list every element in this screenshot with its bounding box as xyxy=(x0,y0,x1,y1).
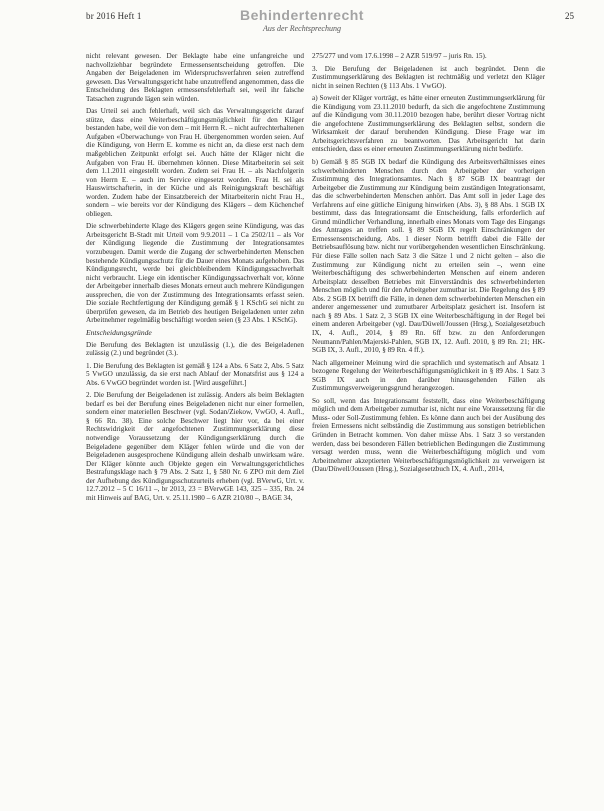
paragraph: 1. Die Berufung des Beklagten ist gemäß § 124 a Abs. 6 Satz 2, Abs. 5 Satz 5 VwGO unzulässig, da sie erst nach Ablauf der Monatsfrist aus § 124 a Abs. 6 VwGO begründet worden ist. [Wird ausgeführt.] xyxy=(86,361,304,387)
paragraph: Das Urteil sei auch fehlerhaft, weil sich das Verwaltungsgericht darauf stütze, dass eine Weiterbeschäftigungsmöglichkeit für den Kläger bestanden habe, weil die von dem – mit Herrn R. – nicht aufrechterhaltenen Aufgaben «Überwachung» von Frau H. übergenommen worden seien. Auf die Kündigung, von Herrn E. komme es nicht an, da diese erst nach dem maßgeblichen Zeitpunkt erfolgt sei. Auch hätte der Kläger nicht die Aufgaben von Frau H. übernehmen können. Diese Mitarbeiterin sei seit dem 1.1.2011 eingestellt worden. Zudem sei Frau H. – als Nachfolgerin von Herrn E. – auch im Service eingesetzt worden. Frau H. sei als Hauswirtschafterin, in der Küche und als Reinigungskraft beschäftigt worden. Zudem habe der Einsatzbereich der Mitarbeiterin nicht Frau H., sondern – wie bereits vor der Kündigung des Klägers – dem Küchenchef obliegen. xyxy=(86,107,304,218)
paragraph: So soll, wenn das Integrationsamt feststellt, dass eine Weiterbeschäftigung möglich und dem Arbeitgeber zumutbar ist, nicht nur eine Voraussetzung für die Muss- oder Soll-Zustimmung fehlen. Es könne dann auch bei der Ausübung des freien Ermessens nicht selbständig die Zustimmung aus sonstigen betrieblichen Gründen in Betracht kommen. Von daher müsse Abs. 1 Satz 3 so verstanden werden, dass bei besonderen Fällen betrieblichen Bedingungen die Zustimmung versagt werden muss, wenn die Weiterbeschäftigung möglich und vom Arbeitnehmer akzeptierten Weiterbeschäftigungsmöglichkeit zu verweigern ist (Dau/Düwell/Joussen (Hrsg.), Sozialgesetzbuch IX, 4. Aufl., 2014, xyxy=(312,396,545,474)
paragraph: 2. Die Berufung der Beigeladenen ist zulässig. Anders als beim Beklagten bedarf es bei der Berufung eines Beigeladenen nicht nur einer formellen, sondern einer materiellen Beschwer (vgl. Sodan/Ziekow, VwGO, 4. Aufl., § 66 Rn. 38). Eine solche Beschwer liegt hier vor, da bei einer Rechtswidrigkeit der angefochtenen Zustimmungserklärung diese notwendige Voraussetzung der Kündigungserklärung durch die Beigeladene gegenüber dem Kläger fehlen würde und die von der Beigeladenen ausgesprochene Kündigung allein deshalb unwirksam wäre. Der Kläger könnte auch Objekte gegen ein Verwaltungsgerichtliches Bestrafungsklage nach § 79 Abs. 2 Satz 1, § 580 Nr. 6 ZPO mit dem Ziel der Aufhebung des Kündigungsschutzurteils erheben (vgl. BVerwG, Urt. v. 12.7.2012 – 5 C 16/11 –, br 2013, 23 = BVerwGE 143, 325 – 335, Rn. 24 mit Hinweis auf BAG, Urt. v. 25.11.1980 – 6 AZR 210/80 –, BAGE 34, xyxy=(86,391,304,502)
paragraph: Die Berufung des Beklagten ist unzulässig (1.), die des Beigeladenen zulässig (2.) und begründet (3.). xyxy=(86,340,304,358)
journal-title: Behindertenrecht xyxy=(240,7,364,23)
section-heading: Entscheidungsgründe xyxy=(86,327,152,337)
paragraph: 3. Die Berufung der Beigeladenen ist auch begründet. Denn die Zustimmungserklärung des Beklagten ist rechtmäßig und verletzt den Kläger nicht in seinen Rechten (§ 113 Abs. 1 VwGO). xyxy=(312,64,545,90)
page-header xyxy=(0,0,604,54)
paragraph: a) Soweit der Kläger vorträgt, es hätte einer erneuten Zustimmungserklärung für die Kündigung vom 23.11.2010 bedurft, da sich die angefochtene Zustimmung auf die Kündigung vom 30.11.2010 bezogen habe, berührt dieser Vortrag nicht die angefochtene Zustimmungserklärung des Beklagten selbst, sondern die Wirksamkeit der darauf beruhenden Kündigung. Diese Frage war im Arbeitsgerichtsverfahren zu beantworten. Das Arbeitsgericht hat darin entschieden, dass es einer erneuten Zustimmungserklärung nicht bedürfe. xyxy=(312,94,545,154)
paragraph: Die schwerbehinderte Klage des Klägers gegen seine Kündigung, was das Arbeitsgericht B-Stadt mit Urteil vom 9.9.2011 – 1 Ca 2502/11 – als Vor der Kündigung liegende die Zustimmung der Integrationsamtes vorzubeugen. Damit werde die Zugang der schwerbehinderten Menschen bestehende Kündigungsschutz für die Dauer eines Monats aufgehoben. Das Kündigungsrecht, werde bei gleichbleibendem Kündigungssachverhalt nicht verbraucht. Liege ein identischer Kündigungssachverhalt vor, könne der Arbeitgeber innerhalb dieses Monats erneut auch mehrere Kündigungen aussprechen, die von der Zustimmung des Integrationsamts erfasst seien. Die soziale Rechtfertigung der Kündigung gemäß § 1 KSchG sei nicht zu überprüfen gewesen, da im Betrieb des heutigen Beigeladenen unter zehn Arbeitnehmer regelmäßig beschäftigt worden seien (§ 23 Abs. 1 KSchG). xyxy=(86,222,304,325)
paragraph: nicht relevant gewesen. Der Beklagte habe eine unfangreiche und nachvollziehbar begründete Ermessensentscheidung getroffen. Die Angaben der Beigeladenen im Widerspruchsverfahren seien zutreffend gewesen. Das Verwaltungsgericht habe unzutreffend angenommen, dass die Entscheidung des Beklagten ermessensfehlerhaft sei, weil ihr falsche Tatsachen zugrunde lägen sein würden. xyxy=(86,52,304,103)
issue-label: br 2016 Heft 1 xyxy=(86,11,142,21)
right-column xyxy=(312,52,545,478)
paragraph: b) Gemäß § 85 SGB IX bedarf die Kündigung des Arbeitsverhältnisses eines schwerbehinderten Menschen durch den Arbeitgeber der vorherigen Zustimmung des Integrationsamtes. Nach § 87 SGB IX beantragt der Arbeitgeber die Zustimmung zur Kündigung beim zuständigen Integrationsamt, das die schwerbehinderten Menschen anhört. Das Amt soll in jeder Lage des Verfahrens auf eine gütliche Einigung hinwirken (Abs. 3), § 88 Abs. 1 SGB IX bestimmt, dass das Integrationsamt die Entscheidung, falls erforderlich auf Grund mündlicher Verhandlung, innerhalb eines Monats vom Tage des Eingangs des Antrages an treffen soll. § 89 SGB IX regelt Einschränkungen der Ermessensentscheidung. Abs. 1 dieser Norm betrifft dabei die Fälle der Betriebsauflösung bzw. nicht nur vorübergehenden wesentlichen Einschränkung. Für diese Fälle sollen nach Satz 3 die Sätze 1 und 2 nicht gelten – also die Zustimmung zur Kündigung nicht zu erteilen sein –, wenn eine Weiterbeschäftigung des schwerbehinderten Menschen auf einem anderen Arbeitsplatz desselben Betriebes mit Einverständnis des schwerbehinderten Menschen möglich und für den Arbeitgeber zumutbar ist. Die Regelung des § 89 Abs. 2 SGB IX betrifft die Fälle, in denen dem schwerbehinderten Menschen ein anderer angemessener und zumutbarer Arbeitsplatz gesichert ist. Insofern ist nach § 89 Abs. 1 Satz 2, 3 SGB IX eine Weiterbeschäftigung in der Regel bei einem anderen Arbeitgeber (vgl. Dau/Düwell/Joussen (Hrsg.), Sozialgesetzbuch IX, 4. Aufl., 2014, § 89 Rn. 6ff bzw. zu den Anforderungen Neumann/Pahlen/Majerski-Pahlen, SGB IX, 12. Aufl. 2010, § 89 Rn. 21; HK-SGB IX, 3. Aufl., 2010, § 89 Rn. 4 ff.). xyxy=(312,158,545,355)
paragraph: Nach allgemeiner Meinung wird die sprachlich und systematisch auf Absatz 1 bezogene Regelung der Weiterbeschäftigungsmöglichkeit in § 89 Abs. 1 Satz 3 SGB IX auch in den darüber hinausgehenden Fällen als Zustimmungsverweigerungsgrund herangezogen. xyxy=(312,358,545,393)
left-column xyxy=(86,52,304,506)
section-subtitle: Aus der Rechtsprechung xyxy=(263,24,341,33)
paragraph: 275/277 und vom 17.6.1998 – 2 AZR 519/97 – juris Rn. 15). xyxy=(312,52,487,60)
page-number: 25 xyxy=(565,11,574,21)
